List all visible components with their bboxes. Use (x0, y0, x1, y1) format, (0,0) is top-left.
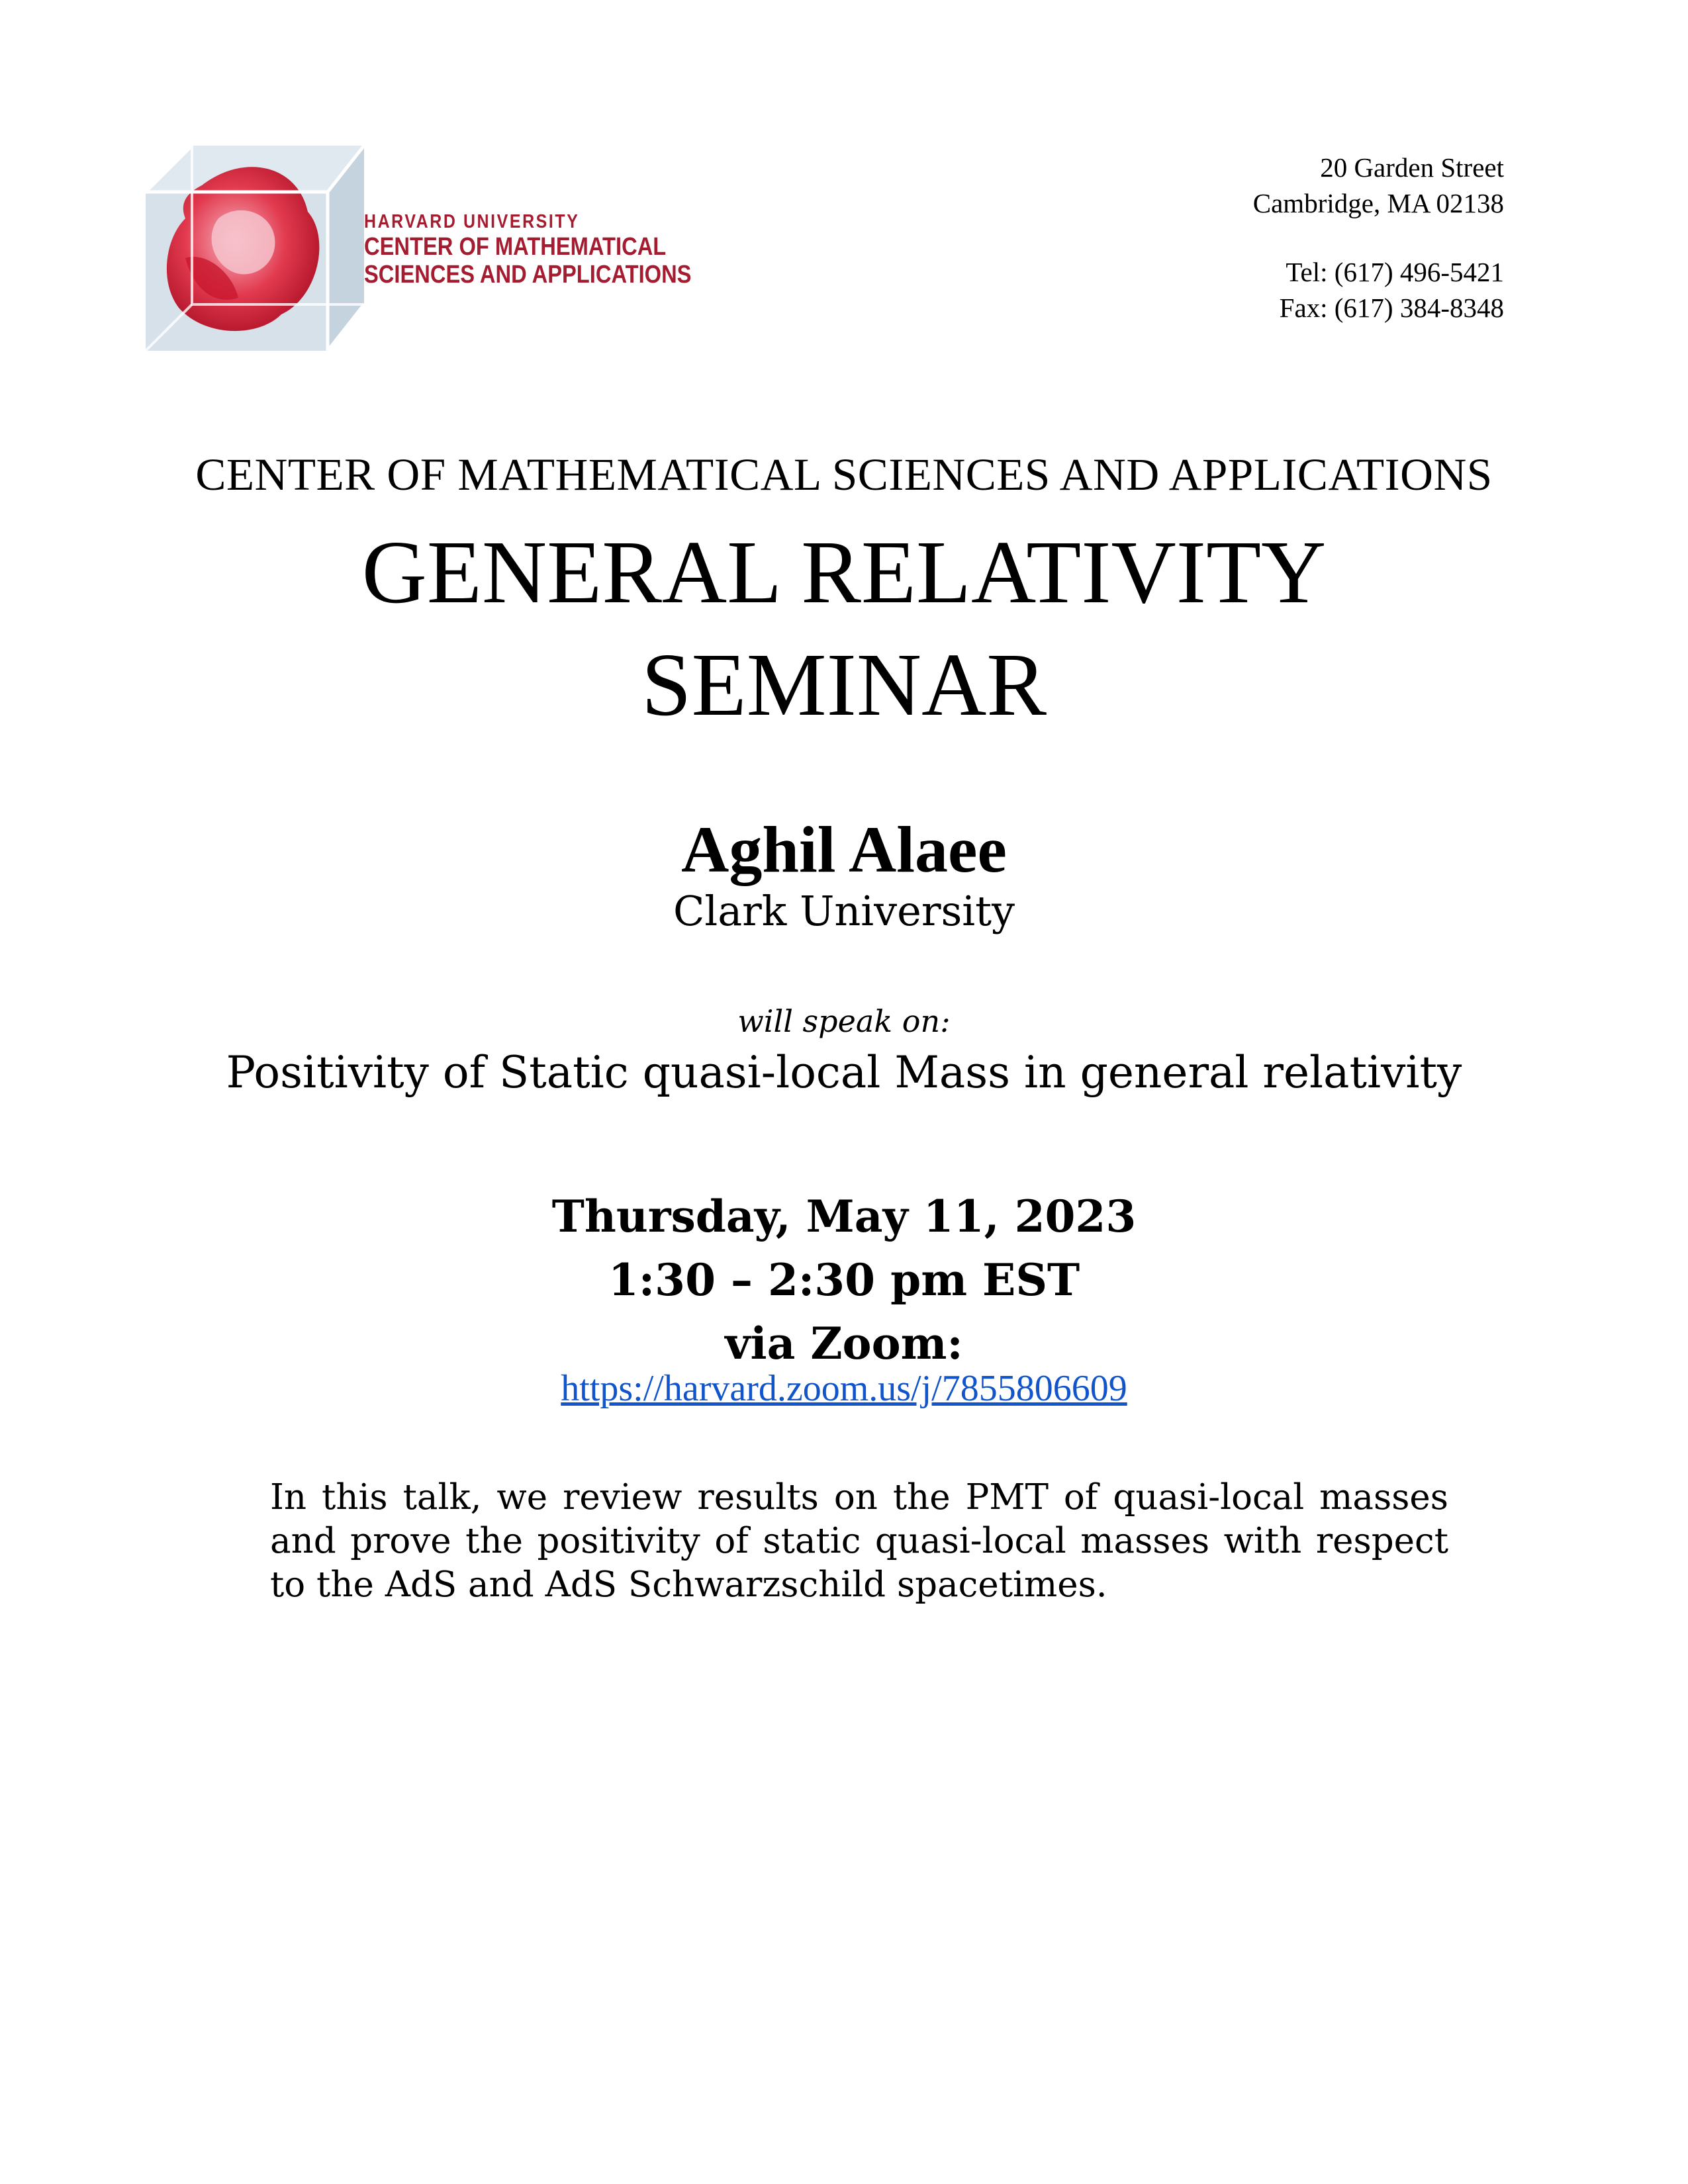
seminar-title (0, 516, 1688, 741)
talk-abstract: In this talk, we review results on the PMT of quasi-local masses and prove the positivity of static quasi-local masses with respect to the AdS and AdS Schwarzschild spacetimes. (270, 1477, 1448, 1605)
cmsa-cube-logo (139, 139, 364, 357)
logo-line-university: HARVARD UNIVERSITY (364, 211, 580, 232)
zoom-link-container (0, 1367, 1688, 1410)
speaker-affiliation: Clark University (673, 887, 1015, 935)
zoom-link[interactable]: https://harvard.zoom.us/j/7855806609 (561, 1368, 1127, 1409)
organization-name: CENTER OF MATHEMATICAL SCIENCES AND APPLICATIONS (195, 449, 1493, 500)
phone-number: Tel: (617) 496-5421 (1286, 257, 1504, 287)
logo-line-center: CENTER OF MATHEMATICAL (364, 233, 667, 261)
logo-line-sciences: SCIENCES AND APPLICATIONS (364, 261, 692, 289)
fax-number: Fax: (617) 384-8348 (1279, 293, 1504, 323)
address-street: 20 Garden Street (1320, 152, 1504, 183)
event-details (0, 1185, 1688, 1375)
seminar-title-line2: SEMINAR (641, 635, 1047, 735)
talk-title: Positivity of Static quasi-local Mass in general relativity (226, 1047, 1462, 1098)
talk-intro: will speak on: (737, 1003, 951, 1039)
address-city: Cambridge, MA 02138 (1252, 188, 1504, 218)
speaker-name: Aghil Alaee (681, 813, 1007, 886)
contact-address-block (1253, 150, 1504, 326)
event-venue: via Zoom: (725, 1318, 963, 1369)
event-time: 1:30 – 2:30 pm EST (608, 1254, 1080, 1306)
seminar-title-line1: GENERAL RELATIVITY (361, 523, 1327, 622)
event-date: Thursday, May 11, 2023 (551, 1191, 1137, 1242)
logo-wordmark (364, 210, 691, 289)
